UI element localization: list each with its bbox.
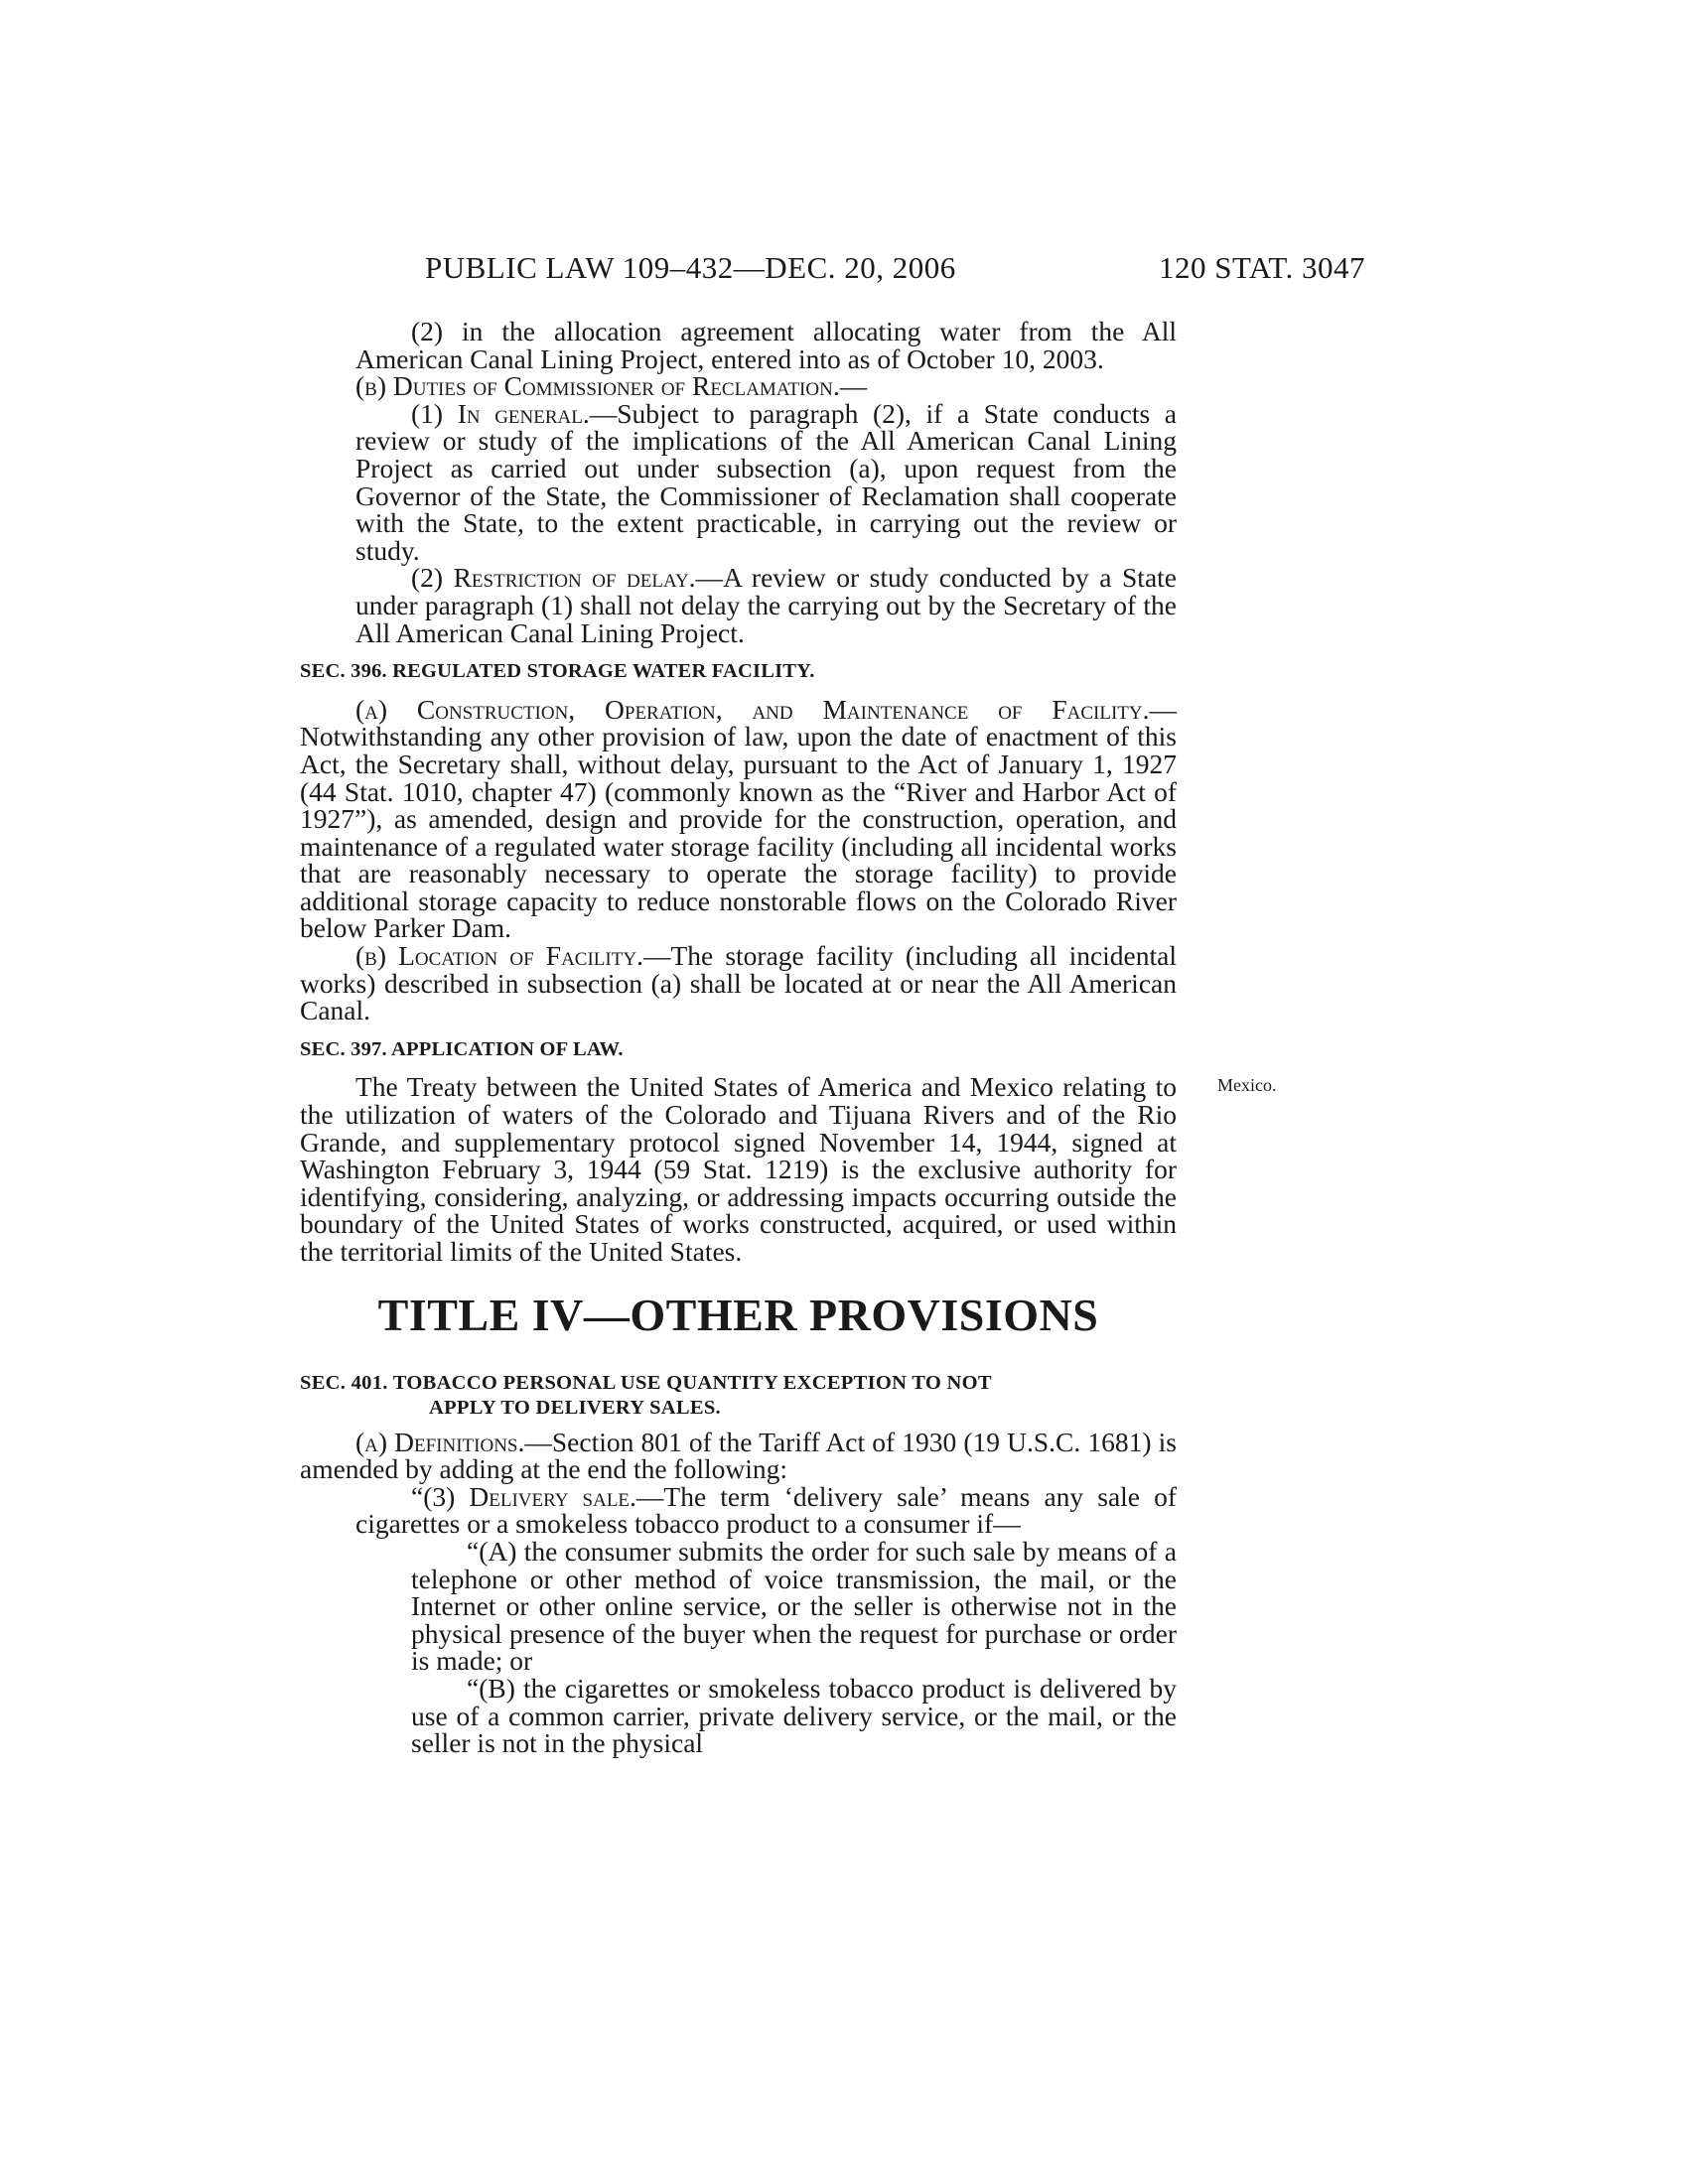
header-stat-page: 120 STAT. 3047 (1158, 250, 1365, 285)
main-column (300, 318, 1177, 1757)
subsection-b-heading (300, 372, 1177, 400)
section-401-a (300, 1426, 1177, 1485)
running-header (0, 250, 1688, 290)
paragraph-b1-text: Subject to paragraph (2), if a State conducts a review or study of the implications of the All American Canal Lining Project as carried out under subsection (a), upon request from the Governor of the State, the Commissioner of Reclamation shall cooperate with the State, to the extent practicable, in carrying out the review or study. (355, 397, 1178, 566)
quoted-subparagraph-a: “(A) the consumer submits the order for such sale by means of a telephone or other method of voice transmission, the mail, or the Internet or other online service, or the seller is otherwise not in the physical presence of the buyer when the request for purchase or order is made; or (411, 1535, 1177, 1677)
subsection-b-label: (b) Duties of Commissioner of Reclamation.— (355, 370, 868, 402)
section-397-heading: SEC. 397. APPLICATION OF LAW. (300, 1037, 624, 1060)
section-397-text: The Treaty between the United States of America and Mexico relating to the utilization of waters of the Colorado and Tijuana Rivers and of the Rio Grande, and supplementary protocol signed November 14, 1944, signed at Washington February 3, 1944 (59 Stat. 1219) is the exclusive authority for identifying, considering, analyzing, or addressing impacts occurring outside the boundary of the United States of works constructed, acquired, or used within the territorial limits of the United States. (300, 1071, 1177, 1267)
section-396-a (300, 693, 1177, 944)
paragraph-b1 (300, 397, 1178, 566)
section-396-a-text: Notwithstanding any other provision of law, upon the date of enactment of this Act, the Secretary shall, without delay, pursuant to the Act of January 1, 1927 (44 Stat. 1010, chapter 47) (commonly known as the “River and Harbor Act of 1927”), as amended, design and provide for the construction, operation, and maintenance of a regulated water storage facility (including all incidental works that are reasonably necessary to operate the storage facility) to provide additional storage capacity to reduce nonstorable flows on the Colorado River below Parker Dam. (300, 721, 1177, 944)
section-396-b-label: (b) Location of Facility.— (355, 940, 671, 972)
paragraph-item-2: (2) in the allocation agreement allocating water from the All American Canal Lining Project, entered into as of October 10, 2003. (355, 316, 1177, 374)
section-396-b-text: The storage facility (including all incidental works) described in subsection (a) shall be located at or near the All American Canal. (300, 940, 1177, 1026)
section-401-a-text: Section 801 of the Tariff Act of 1930 (19 U.S.C. 1681) is amended by adding at the end the following: (300, 1426, 1177, 1485)
paragraph-b1-label: (1) In general.— (411, 397, 618, 429)
section-401-a-label: (a) Definitions.— (355, 1426, 552, 1457)
quoted-paragraph-3-label: “(3) Delivery sale.— (411, 1480, 664, 1512)
section-396-heading: SEC. 396. REGULATED STORAGE WATER FACILITY. (300, 660, 815, 683)
quoted-paragraph-3-text: The term ‘delivery sale’ means any sale of cigarettes or a smokeless tobacco product to a consumer if— (355, 1480, 1178, 1540)
paragraph-b2-text: A review or study conducted by a State under paragraph (1) shall not delay the carrying out by the Secretary of the All American Canal Lining Project. (355, 562, 1177, 648)
quoted-paragraph-3 (300, 1480, 1178, 1540)
section-396-b (300, 942, 1177, 1024)
section-401-heading-line2: APPLY TO DELIVERY SALES. (429, 1396, 721, 1419)
header-public-law: PUBLIC LAW 109–432—DEC. 20, 2006 (425, 250, 956, 285)
quoted-subparagraph-b: “(B) the cigarettes or smokeless tobacco product is delivered by use of a common carrier, private delivery service, or the mail, or the seller is not in the physical (411, 1672, 1177, 1759)
paragraph-b2-label: (2) Restriction of delay.— (411, 562, 724, 594)
margin-note-mexico: Mexico. (1217, 1075, 1277, 1095)
title-iv-heading: TITLE IV—OTHER PROVISIONS (377, 1289, 1099, 1340)
section-401-heading-line1: SEC. 401. TOBACCO PERSONAL USE QUANTITY EXCEPTION TO NOT (300, 1371, 992, 1394)
paragraph-b2 (300, 564, 1177, 646)
section-396-a-label: (a) Construction, Operation, and Maintenance of Facility.— (355, 693, 1177, 725)
section-401-heading (300, 1371, 1177, 1421)
